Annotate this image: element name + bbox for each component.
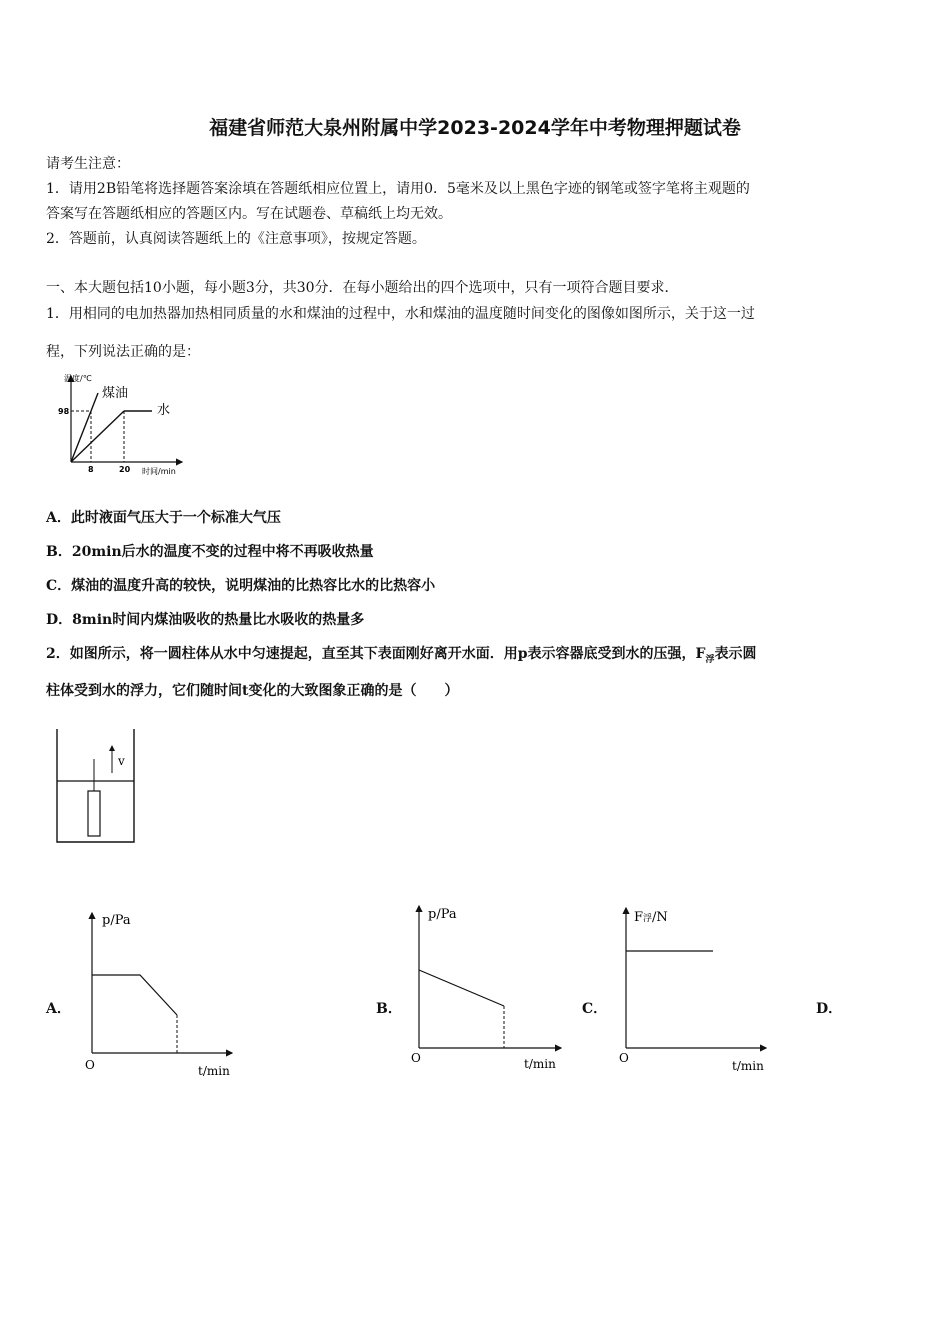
q1-temperature-graph (58, 370, 193, 480)
q1-label-kerosene: 煤油 (102, 386, 129, 401)
q2-graph-a (80, 905, 240, 1080)
q2-stem-part-2: 表示圆 (714, 646, 757, 662)
graph-a-y-label: p/Pa (102, 913, 131, 928)
q1-option-d: D．8min时间内煤油吸收的热量比水吸收的热量多 (46, 612, 365, 628)
q2-container-diagram (50, 725, 145, 850)
q1-y-tick-98: 98 (58, 407, 70, 416)
section-1-heading: 一、本大题包括10小题，每小题3分，共30分．在每小题给出的四个选项中，只有一项符合题目要求． (46, 280, 679, 296)
notice-line-2: 答案写在答题纸相应的答题区内。写在试题卷、草稿纸上均无效。 (46, 206, 452, 222)
graph-c-y-label-main: F (634, 910, 644, 925)
notice-line-1: 1．请用2B铅笔将选择题答案涂填在答题纸相应位置上，请用0．5毫米及以上黑色字迹的钢笔或签字笔将主观题的 (46, 181, 750, 197)
q2-option-d-label: D． (816, 1001, 843, 1017)
q2-stem-line-1 (46, 643, 756, 665)
q2-graph-c (614, 900, 774, 1075)
graph-c-y-label-unit: /N (652, 910, 668, 925)
q1-kerosene-continue (91, 393, 98, 411)
q1-x-tick-20: 20 (119, 465, 131, 474)
graph-c-y-label (634, 910, 668, 925)
q1-stem-line-1: 1．用相同的电加热器加热相同质量的水和煤油的过程中，水和煤油的温度随时间变化的图像如图所示，关于这一过 (46, 306, 755, 322)
q1-x-tick-8: 8 (88, 465, 94, 474)
q2-stem-part-1: 2．如图所示，将一圆柱体从水中匀速提起，直至其下表面刚好离开水面．用p表示容器底受到水的压强，F (46, 646, 706, 662)
q1-option-a: A．此时液面气压大于一个标准大气压 (46, 510, 281, 526)
graph-a-x-label: t/min (198, 1064, 230, 1078)
graph-c-y-label-sub: 浮 (643, 914, 653, 924)
q1-option-b: B．20min后水的温度不变的过程中将不再吸收热量 (46, 544, 374, 560)
q1-x-axis-label: 时间/min (142, 467, 176, 476)
q2-cylinder (88, 791, 100, 836)
notice-line-3: 2．答题前，认真阅读答题纸上的《注意事项》，按规定答题。 (46, 231, 426, 247)
q1-kerosene-rise (71, 411, 91, 462)
q1-label-water: 水 (157, 403, 171, 418)
q1-stem-line-2: 程，下列说法正确的是： (46, 344, 200, 360)
graph-a-origin: O (85, 1058, 95, 1072)
q2-velocity-label: v (118, 754, 125, 768)
q2-stem-subscript: 浮 (705, 654, 715, 665)
graph-a-curve (92, 975, 177, 1015)
notice-heading: 请考生注意： (46, 156, 130, 172)
q2-stem-line-2: 柱体受到水的浮力，它们随时间t变化的大致图象正确的是（ ） (46, 683, 459, 699)
graph-b-origin: O (411, 1051, 421, 1065)
graph-b-x-label: t/min (524, 1057, 556, 1071)
q2-graph-b (406, 900, 571, 1075)
graph-c-x-label: t/min (732, 1059, 764, 1073)
q1-y-axis-label: 温度/℃ (64, 374, 92, 383)
q1-option-c: C．煤油的温度升高的较快，说明煤油的比热容比水的比热容小 (46, 578, 436, 594)
graph-b-curve (419, 970, 504, 1006)
graph-c-origin: O (619, 1051, 629, 1065)
q2-option-c-label: C． (582, 1001, 608, 1017)
q1-water-rise (71, 411, 124, 462)
page-title: 福建省师范大泉州附属中学2023-2024学年中考物理押题试卷 (209, 117, 741, 139)
q2-option-a-label: A． (46, 1001, 71, 1017)
graph-b-y-label: p/Pa (428, 907, 457, 922)
q2-option-b-label: B． (376, 1001, 402, 1017)
